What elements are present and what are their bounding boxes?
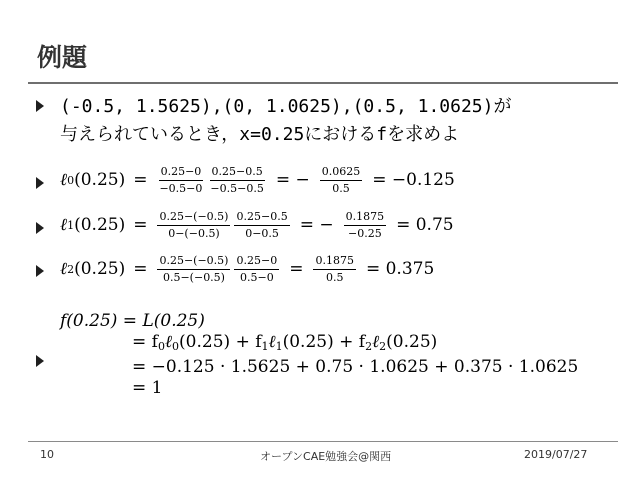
- fraction-numerator: 0.25−0.5: [210, 165, 265, 181]
- fraction: [157, 210, 230, 241]
- fraction-denominator: 0−(−0.5): [168, 226, 220, 240]
- eq-sign: =: [289, 259, 304, 280]
- fraction-numerator: 0.25−(−0.5): [157, 210, 230, 226]
- bullet-marker-icon: [36, 355, 44, 367]
- eq-lhs: ℓ: [60, 259, 68, 280]
- row2-part: ℓ: [164, 332, 173, 352]
- bullet-marker-icon: [36, 100, 44, 112]
- row2-part: (0.25) + f: [179, 332, 262, 352]
- fraction-denominator: 0.5−(−0.5): [162, 270, 225, 284]
- row2-sub: 0: [172, 340, 180, 353]
- equation-l1: [60, 210, 462, 241]
- footer-event: オープンCAE勉強会@関西: [260, 450, 392, 463]
- eq-sign: =: [133, 259, 148, 280]
- fraction: [344, 210, 387, 241]
- intro-line-1: (-0.5, 1.5625),(0, 1.0625),(0.5, 1.0625)が: [60, 96, 512, 117]
- fraction-denominator: −0.25: [347, 226, 382, 240]
- row2-part: ℓ: [268, 332, 276, 352]
- fraction-denominator: 0.5: [325, 270, 344, 284]
- footer-divider: [28, 441, 618, 442]
- row2-sub: 0: [157, 340, 165, 353]
- fraction-numerator: 0.0625: [320, 165, 363, 181]
- fraction-numerator: 0.1875: [313, 254, 356, 270]
- bullet-marker-icon: [36, 222, 44, 234]
- page-number: 10: [40, 448, 54, 461]
- fraction: [234, 210, 289, 241]
- fraction-numerator: 0.25−0: [234, 254, 279, 270]
- eq-sign: = −: [299, 215, 334, 236]
- eq-arg: (0.25): [74, 215, 126, 236]
- footer-date: 2019/07/27: [524, 448, 588, 461]
- fraction-numerator: 0.25−0.5: [234, 210, 289, 226]
- fraction-denominator: 0.5−0: [239, 270, 274, 284]
- fraction-denominator: −0.5−0: [159, 181, 203, 195]
- row2-part: = f: [132, 332, 158, 352]
- fraction-numerator: 0.25−0: [159, 165, 204, 181]
- derivation-row-1: f(0.25) = L(0.25): [60, 311, 205, 331]
- fraction: [157, 254, 230, 285]
- fraction: [320, 165, 363, 196]
- eq-arg: (0.25): [74, 170, 126, 191]
- row2-sub: 2: [365, 340, 373, 353]
- eq-lhs: ℓ: [60, 170, 68, 191]
- fraction: [234, 254, 279, 285]
- row2-sub: 2: [379, 340, 387, 353]
- fraction-denominator: 0.5: [332, 181, 350, 195]
- row2-part: (0.25): [386, 332, 438, 352]
- eq-lhs-sub: 0: [67, 173, 75, 187]
- fraction-numerator: 0.25−(−0.5): [157, 254, 230, 270]
- equation-l0: [60, 165, 463, 196]
- row2-sub: 1: [261, 340, 269, 353]
- derivation-row-3: = −0.125 · 1.5625 + 0.75 · 1.0625 + 0.375 · 1.0625: [132, 357, 579, 377]
- fraction: [157, 165, 204, 196]
- eq-result: = 0.375: [365, 259, 435, 280]
- bullet-marker-icon: [36, 265, 44, 277]
- fraction-denominator: −0.5−0.5: [210, 181, 264, 195]
- fraction: [208, 165, 265, 196]
- slide-title: 例題: [37, 43, 88, 72]
- eq-result: = −0.125: [372, 170, 455, 191]
- title-underline: [28, 82, 618, 84]
- eq-lhs-sub: 2: [67, 262, 75, 276]
- eq-sign: =: [133, 170, 148, 191]
- derivation-row-2: [60, 332, 578, 357]
- eq-result: = 0.75: [396, 215, 454, 236]
- row2-part: (0.25) + f: [282, 332, 366, 352]
- bullet-marker-icon: [36, 177, 44, 189]
- eq-arg: (0.25): [74, 259, 126, 280]
- eq-sign: = −: [275, 170, 310, 191]
- fraction-denominator: 0−0.5: [245, 226, 279, 240]
- row2-part: ℓ: [372, 332, 380, 352]
- final-derivation: [60, 311, 578, 399]
- row2-sub: 1: [275, 340, 283, 353]
- eq-lhs-sub: 1: [67, 218, 75, 232]
- fraction-numerator: 0.1875: [344, 210, 387, 226]
- eq-sign: =: [133, 215, 148, 236]
- fraction: [313, 254, 356, 285]
- derivation-row-4: = 1: [132, 378, 163, 398]
- equation-l2: [60, 254, 442, 285]
- eq-lhs: ℓ: [60, 215, 68, 236]
- intro-line-2: 与えられているとき，x=0.25におけるfを求めよ: [60, 124, 460, 145]
